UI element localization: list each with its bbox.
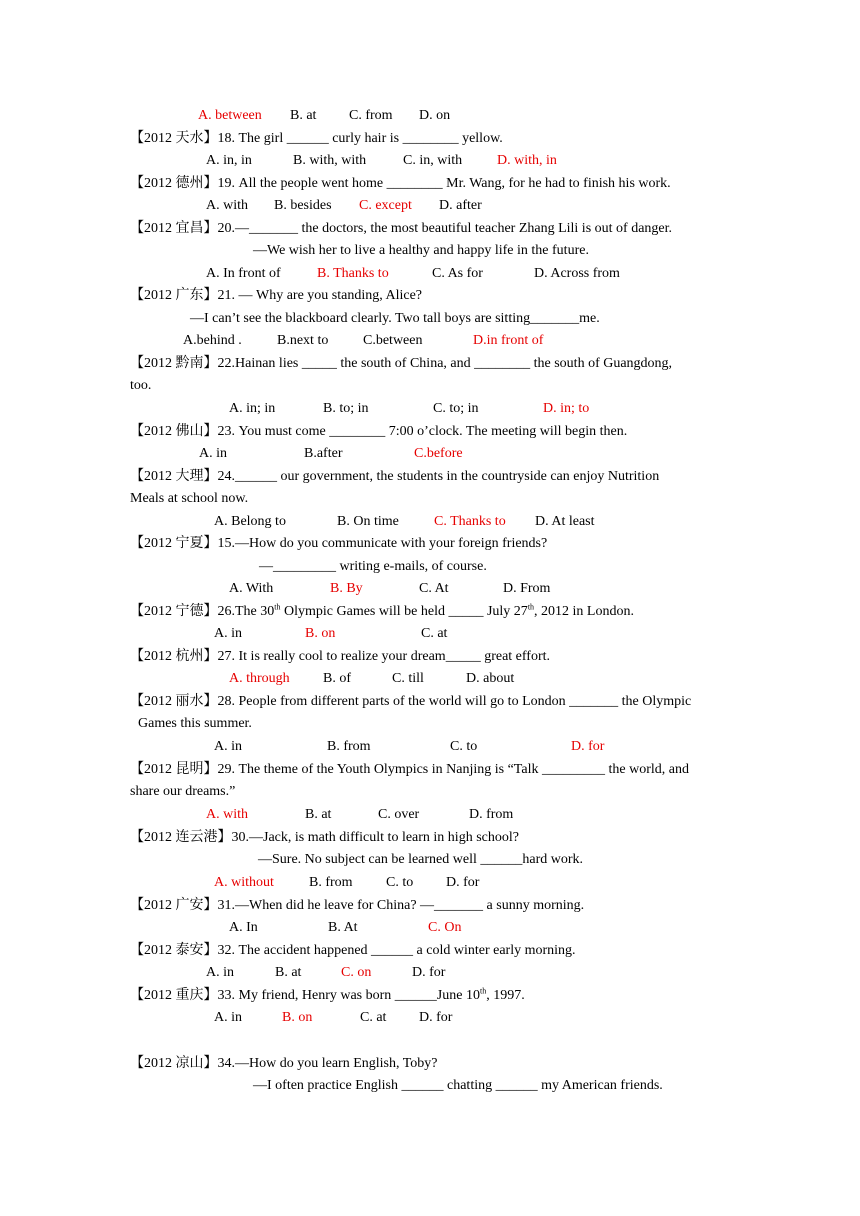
- option-d: D. on: [419, 108, 451, 123]
- question-reply: —Sure. No subject can be learned well ______hard work.: [258, 852, 584, 867]
- source-tag: 【2012 连云港】: [130, 830, 232, 845]
- option-c: C. On: [428, 920, 462, 935]
- option-c: C. on: [341, 965, 372, 980]
- option-b: B. from: [309, 875, 353, 890]
- option-a: A. between: [198, 108, 262, 123]
- source-tag: 【2012 宁夏】: [130, 536, 218, 551]
- option-a: A. in: [214, 739, 242, 754]
- question-stem: 23. You must come ________ 7:00 o’clock. The meeting will begin then.: [217, 424, 628, 439]
- option-a: A. With: [229, 581, 274, 596]
- option-d: D. for: [412, 965, 446, 980]
- question-stem-continued: share our dreams.”: [130, 784, 236, 799]
- question-24: [130, 468, 659, 486]
- option-b: B. with, with: [293, 153, 367, 168]
- option-b: B. at: [305, 807, 332, 822]
- option-a: A. in: [199, 446, 227, 461]
- source-tag: 【2012 丽水】: [130, 694, 218, 709]
- source-tag: 【2012 天水】: [130, 131, 218, 146]
- question-34: [130, 1055, 438, 1073]
- option-c: C.between: [363, 333, 423, 348]
- option-a: A. In: [229, 920, 258, 935]
- question-32: [130, 942, 576, 960]
- question-stem-continued: Games this summer.: [138, 716, 252, 731]
- option-c: C. at: [421, 626, 448, 641]
- question-stem: 22.Hainan lies _____ the south of China, and ________ the south of Guangdong,: [217, 356, 673, 371]
- question-31: [130, 897, 584, 915]
- source-tag: 【2012 黔南】: [130, 356, 218, 371]
- option-b: B. Thanks to: [317, 266, 389, 281]
- question-stem: 27. It is really cool to realize your dream_____ great effort.: [217, 649, 551, 664]
- option-b: B. On time: [337, 514, 399, 529]
- option-c: C. to: [386, 875, 414, 890]
- option-b: B.next to: [277, 333, 329, 348]
- option-a: A. with: [206, 807, 248, 822]
- option-b: B. besides: [274, 198, 332, 213]
- question-19: [130, 175, 671, 193]
- question-23: [130, 423, 627, 441]
- question-30: [130, 829, 519, 847]
- option-d: D. after: [439, 198, 482, 213]
- question-20: [130, 220, 672, 238]
- option-a: A. in: [214, 626, 242, 641]
- source-tag: 【2012 佛山】: [130, 424, 218, 439]
- option-a: A. In front of: [206, 266, 281, 281]
- question-stem: 29. The theme of the Youth Olympics in Nanjing is “Talk _________ the world, and: [217, 762, 689, 777]
- option-b: B. to; in: [323, 401, 369, 416]
- source-tag: 【2012 昆明】: [130, 762, 218, 777]
- option-d: D. for: [446, 875, 480, 890]
- option-a: A. through: [229, 671, 290, 686]
- option-c: C. in, with: [403, 153, 463, 168]
- question-stem: 24.______ our government, the students in the countryside can enjoy Nutrition: [217, 469, 660, 484]
- question-stem: , 2012 in London.: [534, 604, 634, 619]
- option-b: B. from: [327, 739, 371, 754]
- option-a: A. without: [214, 875, 274, 890]
- question-33: [130, 987, 525, 1005]
- source-tag: 【2012 重庆】: [130, 988, 218, 1003]
- question-stem-continued: too.: [130, 378, 152, 393]
- source-tag: 【2012 宜昌】: [130, 221, 218, 236]
- question-26: [130, 603, 634, 621]
- question-reply: —We wish her to live a healthy and happy life in the future.: [253, 243, 589, 258]
- source-tag: 【2012 泰安】: [130, 943, 218, 958]
- question-stem: 32. The accident happened ______ a cold winter early morning.: [217, 943, 576, 958]
- question-stem: 18. The girl ______ curly hair is ________ yellow.: [217, 131, 503, 146]
- question-stem: 21. — Why are you standing, Alice?: [217, 288, 423, 303]
- option-b: B. on: [282, 1010, 313, 1025]
- option-c: C. to; in: [433, 401, 479, 416]
- option-a: A. in: [206, 965, 234, 980]
- option-b: B. By: [330, 581, 363, 596]
- option-d: D. in; to: [543, 401, 590, 416]
- question-stem: 31.—When did he leave for China? —_______ a sunny morning.: [217, 898, 585, 913]
- superscript: th: [527, 602, 535, 612]
- question-stem: 34.—How do you learn English, Toby?: [217, 1056, 438, 1071]
- option-d: D. From: [503, 581, 551, 596]
- question-21: [130, 287, 422, 305]
- option-c: C. at: [360, 1010, 387, 1025]
- option-a: A. in, in: [206, 153, 252, 168]
- source-tag: 【2012 德州】: [130, 176, 218, 191]
- option-d: D. for: [419, 1010, 453, 1025]
- question-stem: 19. All the people went home ________ Mr. Wang, for he had to finish his work.: [217, 176, 671, 191]
- source-tag: 【2012 杭州】: [130, 649, 218, 664]
- option-c: C. At: [419, 581, 449, 596]
- option-d: D. about: [466, 671, 515, 686]
- source-tag: 【2012 大理】: [130, 469, 218, 484]
- option-b: B. on: [305, 626, 336, 641]
- option-c: C. except: [359, 198, 412, 213]
- question-28: [130, 693, 691, 711]
- option-c: C. to: [450, 739, 478, 754]
- question-reply: —I often practice English ______ chatting ______ my American friends.: [253, 1078, 663, 1093]
- question-stem: 28. People from different parts of the world will go to London _______ the Olympic: [217, 694, 692, 709]
- source-tag: 【2012 宁德】: [130, 604, 218, 619]
- option-c: C. till: [392, 671, 424, 686]
- option-a: A. in: [214, 1010, 242, 1025]
- question-stem: 20.—_______ the doctors, the most beautiful teacher Zhang Lili is out of danger.: [217, 221, 673, 236]
- source-tag: 【2012 凉山】: [130, 1056, 218, 1071]
- superscript: th: [274, 602, 281, 612]
- option-d: D. Across from: [534, 266, 620, 281]
- option-c: C. Thanks to: [434, 514, 506, 529]
- question-15: [130, 535, 547, 553]
- question-reply: —I can’t see the blackboard clearly. Two tall boys are sitting_______me.: [190, 311, 600, 326]
- option-b: B. at: [290, 108, 317, 123]
- option-d: D. from: [469, 807, 514, 822]
- question-stem: 26.The 30: [217, 604, 275, 619]
- question-stem: 33. My friend, Henry was born ______June 10: [217, 988, 480, 1003]
- superscript: th: [479, 986, 487, 996]
- question-27: [130, 648, 550, 666]
- option-c: C. over: [378, 807, 420, 822]
- option-c: C. from: [349, 108, 393, 123]
- option-c: C.before: [414, 446, 463, 461]
- question-reply: —_________ writing e-mails, of course.: [259, 559, 487, 574]
- question-29: [130, 761, 689, 779]
- question-stem: , 1997.: [486, 988, 525, 1003]
- question-stem: 15.—How do you communicate with your foreign friends?: [217, 536, 548, 551]
- option-d: D. with, in: [497, 153, 557, 168]
- option-b: B. At: [328, 920, 358, 935]
- option-d: D. At least: [535, 514, 595, 529]
- question-18: [130, 130, 503, 148]
- option-d: D.in front of: [473, 333, 544, 348]
- option-c: C. As for: [432, 266, 483, 281]
- question-stem-continued: Meals at school now.: [130, 491, 249, 506]
- option-a: A. in; in: [229, 401, 276, 416]
- option-b: B. of: [323, 671, 351, 686]
- option-a: A. with: [206, 198, 248, 213]
- question-stem: Olympic Games will be held _____ July 27: [280, 604, 528, 619]
- source-tag: 【2012 广东】: [130, 288, 218, 303]
- option-b: B.after: [304, 446, 343, 461]
- source-tag: 【2012 广安】: [130, 898, 218, 913]
- option-a: A.behind .: [183, 333, 242, 348]
- option-b: B. at: [275, 965, 302, 980]
- question-stem: 30.—Jack, is math difficult to learn in high school?: [231, 830, 519, 845]
- question-22: [130, 355, 672, 373]
- option-d: D. for: [571, 739, 605, 754]
- option-a: A. Belong to: [214, 514, 286, 529]
